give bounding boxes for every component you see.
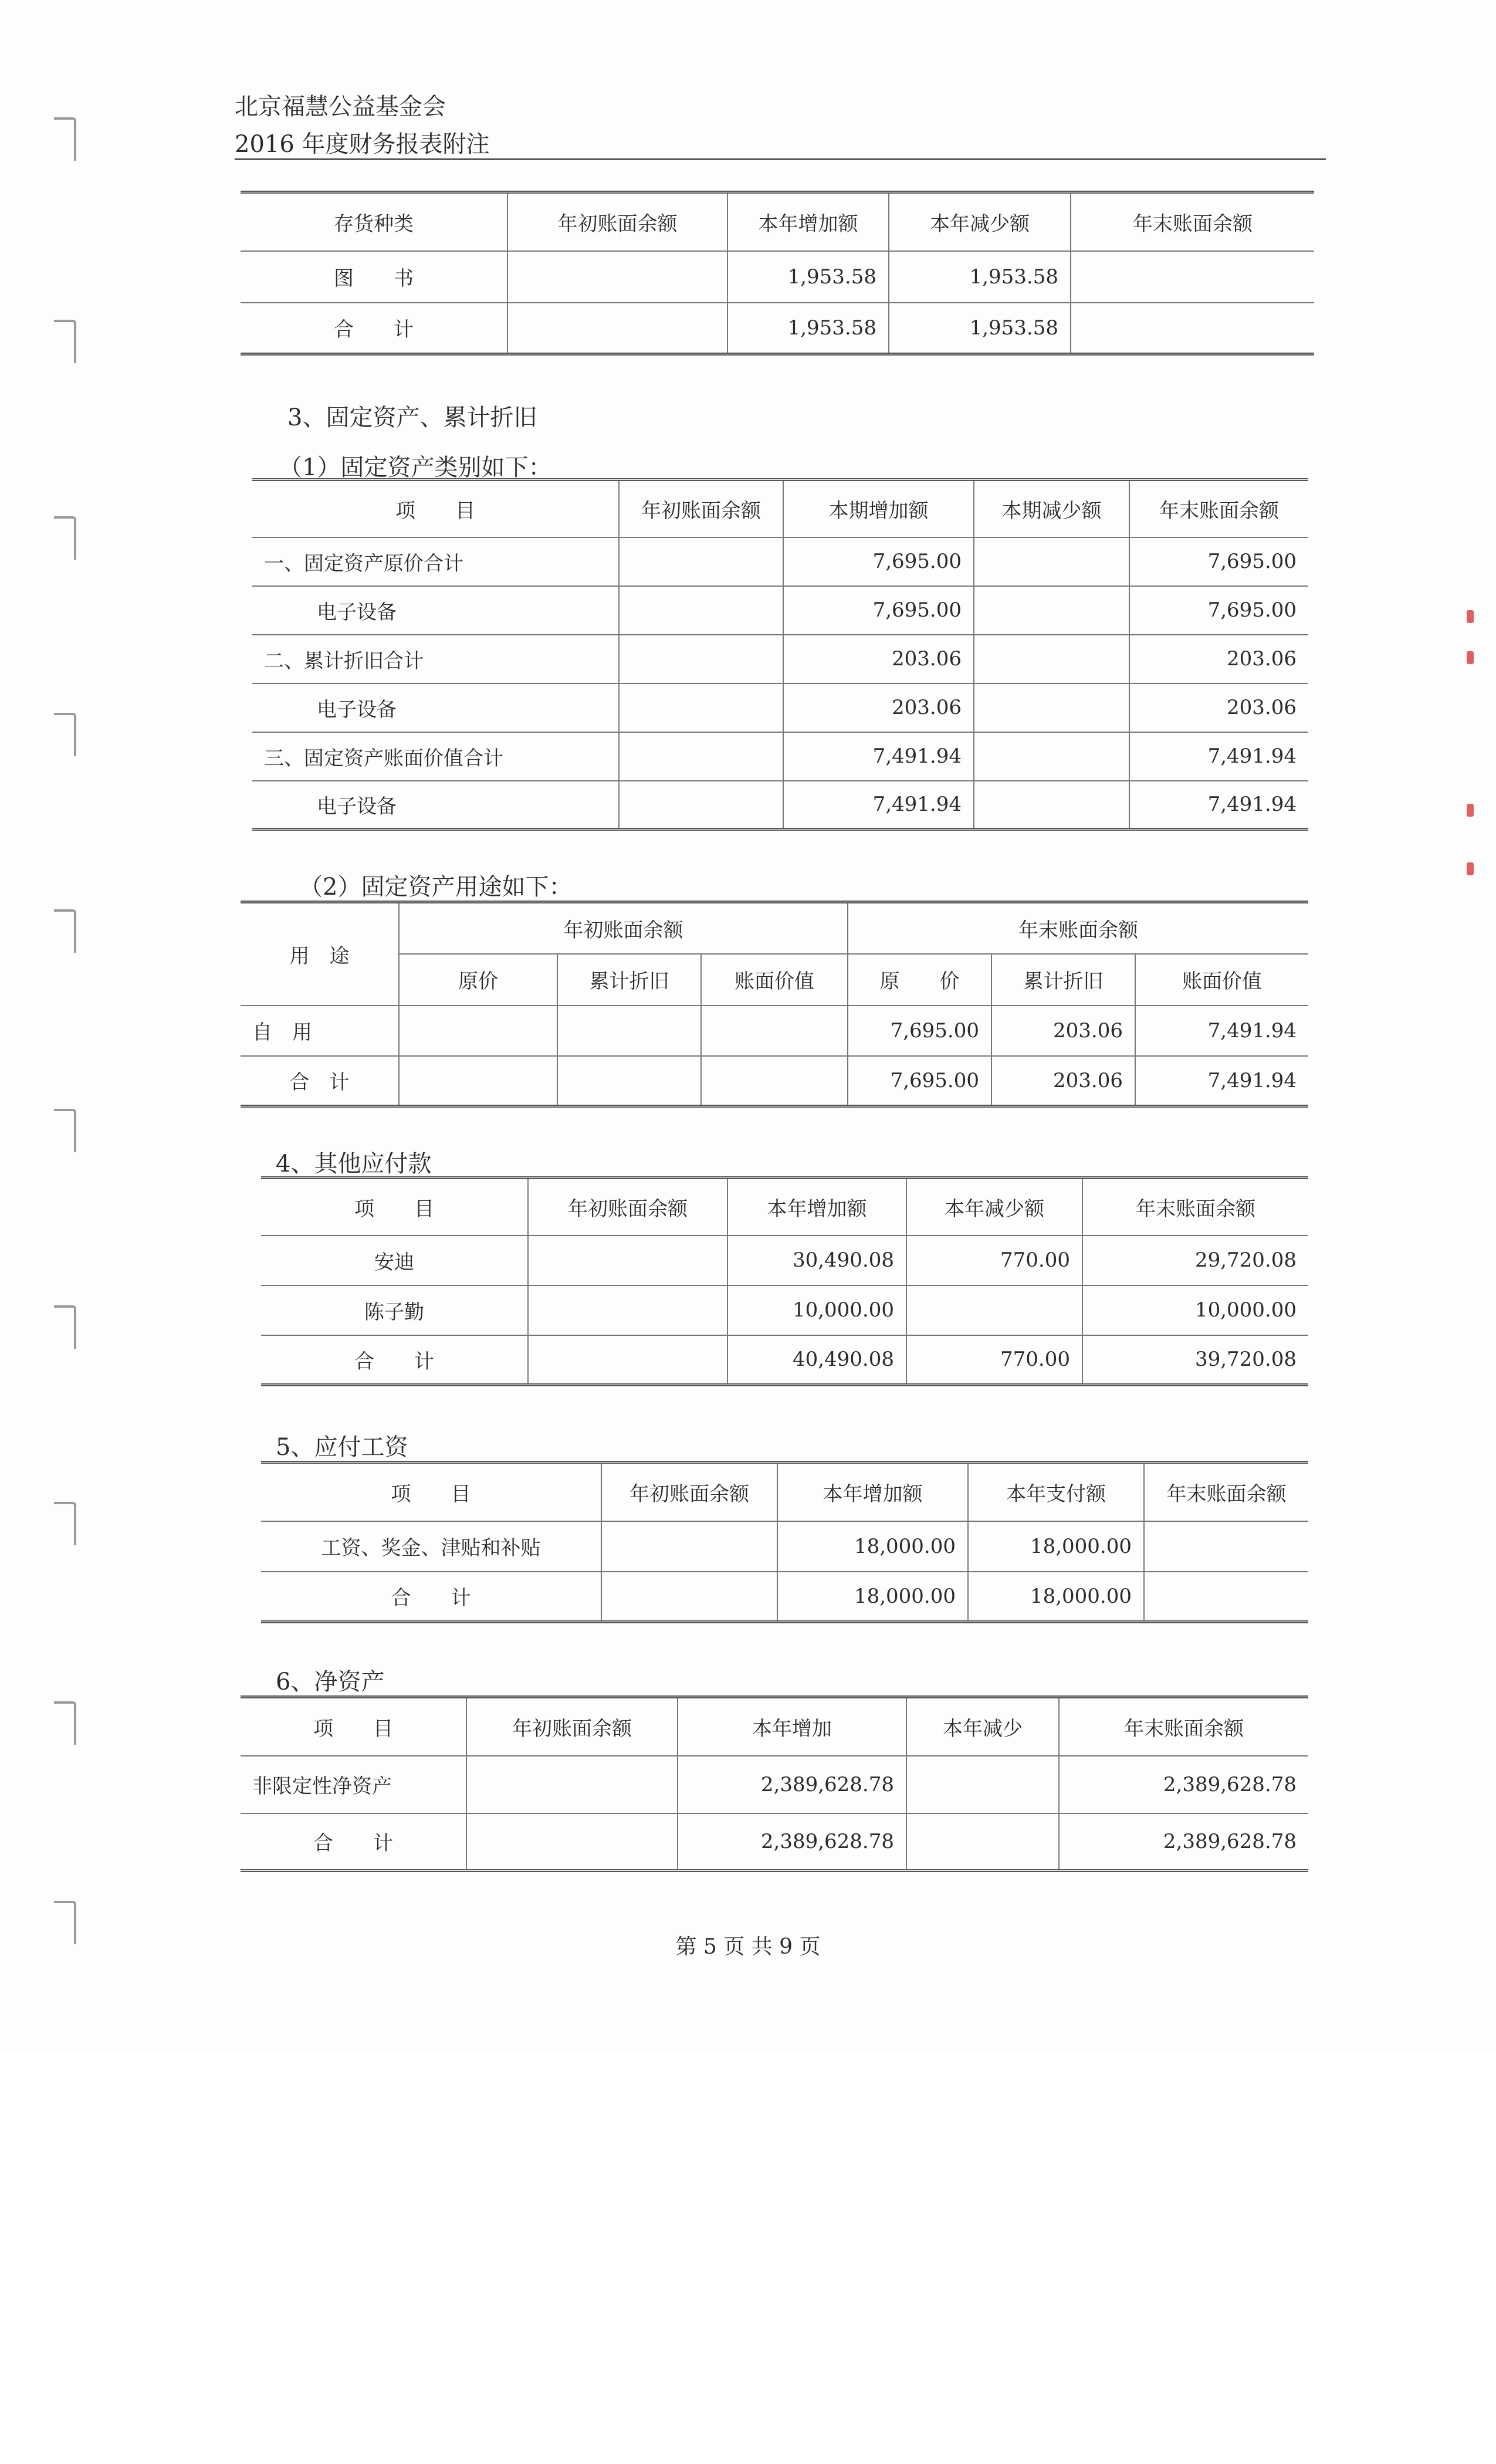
- header-cell: 本年增加额: [727, 192, 889, 251]
- value-cell: 203.06: [1129, 635, 1308, 683]
- value-cell: [528, 1236, 727, 1285]
- header-cell: 本年增加额: [727, 1178, 906, 1236]
- value-cell: 203.06: [991, 1006, 1135, 1056]
- table-row: [241, 251, 1314, 303]
- value-cell: 203.06: [783, 683, 974, 732]
- value-cell: 7,695.00: [1129, 537, 1308, 586]
- value-cell: 30,490.08: [727, 1236, 906, 1285]
- header-cell: 年初账面余额: [466, 1697, 678, 1756]
- value-cell: [507, 251, 727, 303]
- value-cell: 29,720.08: [1082, 1236, 1308, 1285]
- value-cell: [466, 1756, 678, 1813]
- value-cell: [619, 586, 783, 635]
- item-cell: 合 计: [261, 1335, 528, 1385]
- value-cell: [619, 683, 783, 732]
- section-heading-fixed-assets: 3、固定资产、累计折旧: [287, 404, 537, 431]
- header-cell: 本年增加: [678, 1697, 906, 1756]
- value-cell: [557, 1006, 701, 1056]
- value-cell: [974, 732, 1129, 781]
- report-header: [235, 88, 490, 163]
- header-cell: 本年支付额: [968, 1463, 1144, 1521]
- punch-hole-mark: [54, 516, 76, 560]
- value-cell: 18,000.00: [777, 1521, 968, 1572]
- subsection-heading-categories: （1）固定资产类别如下：: [279, 454, 552, 481]
- seal-mark: [1467, 862, 1474, 875]
- punch-hole-mark: [54, 320, 76, 363]
- value-cell: [974, 586, 1129, 635]
- table-row: [252, 732, 1308, 781]
- punch-hole-mark: [54, 1109, 76, 1152]
- value-cell: [507, 303, 727, 354]
- header-cell: 本年减少额: [889, 192, 1071, 251]
- punch-hole-mark: [54, 909, 76, 953]
- header-cell: 年初账面余额: [619, 480, 783, 537]
- header-cell: 存货种类: [241, 192, 507, 251]
- value-cell: [601, 1572, 777, 1622]
- value-cell: 2,389,628.78: [678, 1756, 906, 1813]
- table-row: [252, 683, 1308, 732]
- section-heading-other-payables: 4、其他应付款: [276, 1150, 432, 1177]
- value-cell: 1,953.58: [889, 303, 1071, 354]
- value-cell: [974, 635, 1129, 683]
- value-cell: 7,695.00: [783, 537, 974, 586]
- header-cell: 年初账面余额: [507, 192, 727, 251]
- value-cell: [701, 1006, 848, 1056]
- seal-mark: [1467, 651, 1474, 664]
- value-cell: 1,953.58: [889, 251, 1071, 303]
- value-cell: [619, 635, 783, 683]
- item-cell: 陈子勤: [261, 1285, 528, 1335]
- value-cell: 7,491.94: [1129, 732, 1308, 781]
- header-cell: 累计折旧: [991, 954, 1135, 1006]
- other-payables-table: [261, 1176, 1308, 1386]
- value-cell: [619, 537, 783, 586]
- table-row: [252, 586, 1308, 635]
- header-cell: 用 途: [241, 902, 399, 1006]
- item-cell: 合 计: [241, 1056, 399, 1106]
- table-row: [241, 1813, 1308, 1871]
- item-cell: 二、累计折旧合计: [252, 635, 619, 683]
- value-cell: [974, 537, 1129, 586]
- header-group-cell: 年末账面余额: [848, 902, 1308, 954]
- item-cell: 电子设备: [252, 781, 619, 830]
- value-cell: [619, 732, 783, 781]
- value-cell: 7,491.94: [783, 781, 974, 830]
- table-subheader-row: [241, 954, 1308, 1006]
- table-row: [261, 1236, 1308, 1285]
- table-header-row: [261, 1463, 1308, 1521]
- value-cell: [906, 1285, 1082, 1335]
- value-cell: [557, 1056, 701, 1106]
- seal-mark: [1467, 804, 1474, 817]
- value-cell: 1,953.58: [727, 251, 889, 303]
- header-cell: 本期增加额: [783, 480, 974, 537]
- value-cell: 7,695.00: [1129, 586, 1308, 635]
- header-cell: 年末账面余额: [1129, 480, 1308, 537]
- header-cell: 年初账面余额: [528, 1178, 727, 1236]
- value-cell: 18,000.00: [968, 1521, 1144, 1572]
- header-cell: 本年减少额: [906, 1178, 1082, 1236]
- item-cell: 一、固定资产原价合计: [252, 537, 619, 586]
- table-header-row: [241, 1697, 1308, 1756]
- value-cell: 2,389,628.78: [678, 1813, 906, 1871]
- table-row: [261, 1335, 1308, 1385]
- table-row: [252, 537, 1308, 586]
- value-cell: [906, 1756, 1059, 1813]
- value-cell: [1144, 1572, 1308, 1622]
- punch-hole-mark: [54, 1701, 76, 1745]
- value-cell: [1071, 251, 1314, 303]
- table-row: [252, 781, 1308, 830]
- header-cell: 累计折旧: [557, 954, 701, 1006]
- item-cell: 合 计: [241, 303, 507, 354]
- item-cell: 图 书: [241, 251, 507, 303]
- table-row: [261, 1285, 1308, 1335]
- table-header-row: [241, 902, 1308, 954]
- header-rule: [235, 158, 1326, 160]
- header-cell: 账面价值: [1135, 954, 1308, 1006]
- header-cell: 年末账面余额: [1082, 1178, 1308, 1236]
- value-cell: [528, 1335, 727, 1385]
- value-cell: [619, 781, 783, 830]
- fixed-assets-usage-table: [241, 901, 1308, 1108]
- item-cell: 自 用: [241, 1006, 399, 1056]
- punch-hole-mark: [54, 117, 76, 161]
- header-cell: 本年增加额: [777, 1463, 968, 1521]
- value-cell: 2,389,628.78: [1059, 1756, 1308, 1813]
- net-assets-table: [241, 1695, 1308, 1872]
- value-cell: [399, 1006, 557, 1056]
- item-cell: 电子设备: [252, 683, 619, 732]
- fixed-assets-category-table: [252, 478, 1308, 831]
- org-name: 北京福慧公益基金会: [235, 93, 446, 120]
- header-cell: 项 目: [241, 1697, 466, 1756]
- item-cell: 电子设备: [252, 586, 619, 635]
- header-cell: 本年减少: [906, 1697, 1059, 1756]
- section-heading-wages: 5、应付工资: [276, 1434, 408, 1461]
- header-cell: 原 价: [848, 954, 991, 1006]
- page-number: 第 5 页 共 9 页: [675, 1935, 821, 1959]
- value-cell: [399, 1056, 557, 1106]
- value-cell: 203.06: [991, 1056, 1135, 1106]
- punch-hole-mark: [54, 1502, 76, 1545]
- value-cell: 18,000.00: [777, 1572, 968, 1622]
- value-cell: [601, 1521, 777, 1572]
- value-cell: [974, 781, 1129, 830]
- table-row: [252, 635, 1308, 683]
- item-cell: 三、固定资产账面价值合计: [252, 732, 619, 781]
- value-cell: 7,491.94: [1129, 781, 1308, 830]
- header-cell: 年末账面余额: [1059, 1697, 1308, 1756]
- item-cell: 安迪: [261, 1236, 528, 1285]
- value-cell: 770.00: [906, 1335, 1082, 1385]
- value-cell: 10,000.00: [727, 1285, 906, 1335]
- value-cell: 1,953.58: [727, 303, 889, 354]
- header-cell: 项 目: [261, 1178, 528, 1236]
- value-cell: 770.00: [906, 1236, 1082, 1285]
- value-cell: 40,490.08: [727, 1335, 906, 1385]
- table-header-row: [261, 1178, 1308, 1236]
- table-header-row: [252, 480, 1308, 537]
- header-cell: 年初账面余额: [601, 1463, 777, 1521]
- value-cell: 7,491.94: [783, 732, 974, 781]
- header-cell: 项 目: [252, 480, 619, 537]
- punch-hole-mark: [54, 713, 76, 756]
- value-cell: 203.06: [1129, 683, 1308, 732]
- value-cell: 10,000.00: [1082, 1285, 1308, 1335]
- value-cell: [906, 1813, 1059, 1871]
- seal-mark: [1467, 610, 1474, 623]
- table-row: [261, 1521, 1308, 1572]
- value-cell: [1071, 303, 1314, 354]
- value-cell: 7,491.94: [1135, 1056, 1308, 1106]
- value-cell: 39,720.08: [1082, 1335, 1308, 1385]
- value-cell: [466, 1813, 678, 1871]
- header-cell: 本期减少额: [974, 480, 1129, 537]
- inventory-table: [241, 191, 1314, 356]
- value-cell: 2,389,628.78: [1059, 1813, 1308, 1871]
- header-cell: 年末账面余额: [1144, 1463, 1308, 1521]
- table-row: [241, 1756, 1308, 1813]
- value-cell: [1144, 1521, 1308, 1572]
- value-cell: 7,695.00: [848, 1056, 991, 1106]
- value-cell: [701, 1056, 848, 1106]
- item-cell: 合 计: [241, 1813, 466, 1871]
- table-row: [241, 1006, 1308, 1056]
- table-row: [241, 303, 1314, 354]
- header-cell: 原价: [399, 954, 557, 1006]
- value-cell: [528, 1285, 727, 1335]
- item-cell: 工资、奖金、津贴和补贴: [261, 1521, 601, 1572]
- table-header-row: [241, 192, 1314, 251]
- value-cell: 7,491.94: [1135, 1006, 1308, 1056]
- item-cell: 合 计: [261, 1572, 601, 1622]
- value-cell: 7,695.00: [848, 1006, 991, 1056]
- value-cell: 18,000.00: [968, 1572, 1144, 1622]
- section-heading-net-assets: 6、净资产: [276, 1668, 385, 1695]
- header-group-cell: 年初账面余额: [399, 902, 848, 954]
- header-cell: 账面价值: [701, 954, 848, 1006]
- table-row: [261, 1572, 1308, 1622]
- value-cell: 7,695.00: [783, 586, 974, 635]
- item-cell: 非限定性净资产: [241, 1756, 466, 1813]
- punch-hole-mark: [54, 1305, 76, 1349]
- header-cell: 项 目: [261, 1463, 601, 1521]
- value-cell: [974, 683, 1129, 732]
- wages-table: [261, 1461, 1308, 1623]
- report-title: 2016 年度财务报表附注: [235, 131, 490, 158]
- value-cell: 203.06: [783, 635, 974, 683]
- header-cell: 年末账面余额: [1071, 192, 1314, 251]
- table-row: [241, 1056, 1308, 1106]
- subsection-heading-usage: （2）固定资产用途如下：: [299, 874, 573, 901]
